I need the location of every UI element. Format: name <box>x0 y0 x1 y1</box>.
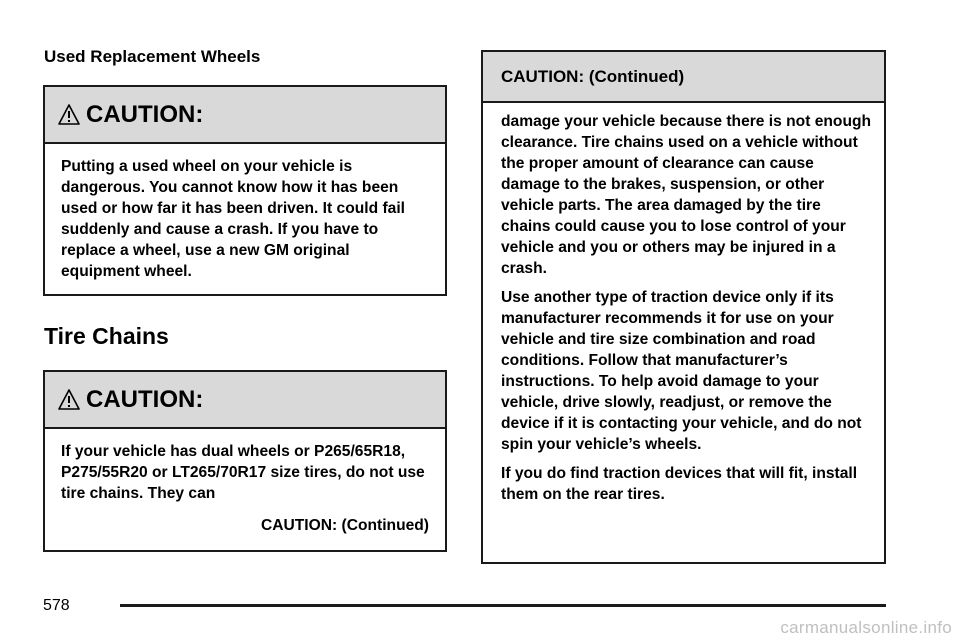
caution-title: CAUTION: <box>86 385 204 413</box>
caution-paragraph: Use another type of traction device only if its manufacturer recommends it for use on your vehicle and tire size combination and road conditions. Follow that manufacturer’s instructions. To help avoid damage to your vehicle, drive slowly, readjust, or remove the device if it is contacting your vehicle, and do not spin your vehicle’s wheels. <box>501 289 862 453</box>
caution-continued-label: CAUTION: (Continued) <box>260 517 429 534</box>
footer-rule <box>120 604 886 607</box>
caution-header <box>45 87 445 144</box>
caution-body <box>45 144 445 282</box>
caution-header <box>483 52 884 103</box>
caution-box-continued <box>481 50 886 564</box>
caution-body <box>483 103 884 505</box>
caution-box-used-wheels <box>43 85 447 296</box>
caution-paragraph: damage your vehicle because there is not enough clearance. Tire chains used on a vehicle without the proper amount of clearance can cause damage to the brakes, suspension, or other vehicle parts. The area damaged by the tire chains could cause you to lose control of your vehicle and you or others may be injured in a crash. <box>501 113 872 277</box>
warning-triangle-icon <box>58 389 80 411</box>
caution-continued-title: CAUTION: (Continued) <box>501 66 685 86</box>
caution-header <box>45 372 445 429</box>
caution-title: CAUTION: <box>86 100 204 128</box>
section-heading-used-wheels: Used Replacement Wheels <box>44 47 261 66</box>
page-number: 578 <box>43 597 70 614</box>
caution-text: If your vehicle has dual wheels or P265/65R18, P275/55R20 or LT265/70R17 size tires, do not use tire chains. They can <box>61 443 425 502</box>
caution-body <box>45 429 445 536</box>
warning-triangle-icon <box>58 104 80 126</box>
caution-paragraph: If you do find traction devices that will fit, install them on the rear tires. <box>501 465 858 503</box>
caution-box-tire-chains <box>43 370 447 552</box>
watermark: carmanualsonline.info <box>780 618 952 637</box>
caution-text: Putting a used wheel on your vehicle is dangerous. You cannot know how it has been used or how far it has been driven. It could fail suddenly and cause a crash. If you have to replace a wheel, use a new GM original equipment wheel. <box>61 158 405 280</box>
section-heading-tire-chains: Tire Chains <box>44 323 169 349</box>
